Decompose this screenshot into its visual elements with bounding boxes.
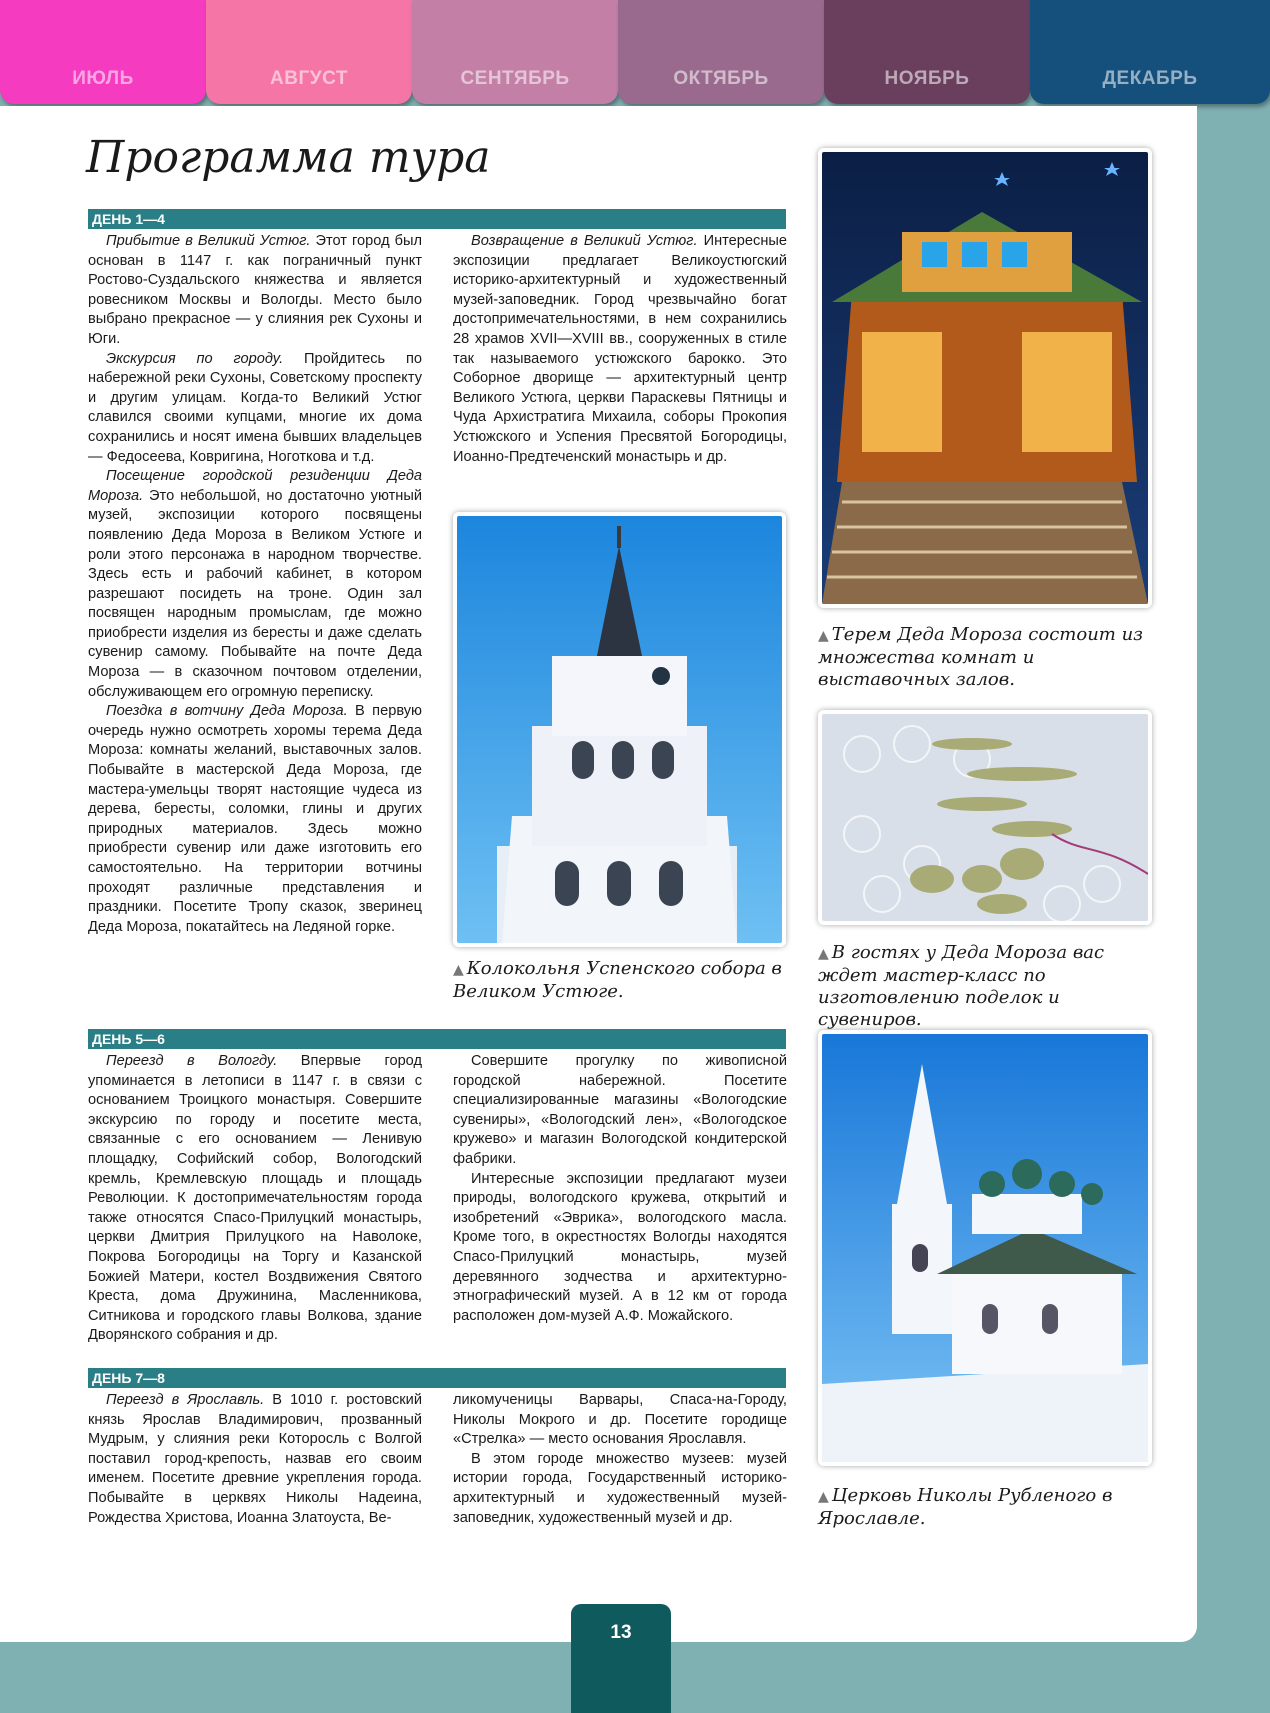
paragraph-text: Интересные экспозиции предлагает Великоустюгский историко-архитектурный и художественный музей-заповедник. Город чрезвычайно богат достопримечательностями, в нем сохранились 28 храмов XVII—XVIII вв., сооруженных в стиле так называемого устюжского барокко. Это Соборное дворище — архитектурный центр Великого Устюга, церкви Параскевы Пятницы и Чуда Архистратига Михаила, соборы Прокопия Устюжского и Успения Пресвятой Богородицы, Иоанно-Предтеченский монастырь и др. <box>453 233 787 465</box>
day-1-4-header: ДЕНЬ 1—4 <box>88 209 786 229</box>
day-1-4-column-2 <box>453 232 787 467</box>
paragraph <box>453 1170 787 1327</box>
day-5-6-column-1 <box>88 1052 422 1346</box>
masterclass-caption: ▲ В гостях у Деда Мороза вас ждет мастер-класс по изготовлению поделок и сувениров. <box>818 942 1105 1030</box>
paragraph-text: Это небольшой, но достаточно уютный музей, экспозиции которого посвящены появлению Деда Мороза в Великом Устюге и роли этого персонажа в народном творчестве. Здесь есть и рабочий кабинет, в котором разрешают посидеть на троне. Один зал посвящен народным промыслам, где можно приобрести изделия из бересты и даже сделать сувенир самому. Побывайте на почте Деда Мороза — в сказочном почтовом отделении, обслуживающем его огромную переписку. <box>88 487 422 700</box>
tab-july[interactable]: ИЮЛЬ <box>0 0 206 104</box>
church-caption: ▲ Церковь Николы Рубленого в Ярославле. <box>818 1485 1113 1529</box>
month-tabs <box>0 0 1270 106</box>
paragraph-lead: Переезд в Ярославль. <box>106 1392 265 1408</box>
paragraph-lead: Экскурсия по городу. <box>106 350 284 367</box>
day-7-8-header: ДЕНЬ 7—8 <box>88 1368 786 1388</box>
paragraph <box>453 1391 787 1450</box>
masterclass-photo <box>818 710 1152 925</box>
tab-october[interactable]: ОКТЯБРЬ <box>618 0 824 104</box>
paragraph <box>453 1450 787 1528</box>
paragraph <box>88 350 422 468</box>
tab-august[interactable]: АВГУСТ <box>206 0 412 104</box>
day-5-6-column-2 <box>453 1052 787 1326</box>
tab-december[interactable]: ДЕКАБРЬ <box>1030 0 1270 104</box>
page-number: 13 <box>571 1604 671 1713</box>
paragraph <box>88 702 422 937</box>
day-7-8-column-1 <box>88 1391 422 1528</box>
paragraph-lead: Прибытие в Великий Устюг. <box>106 233 311 249</box>
church-photo <box>818 1030 1152 1466</box>
paragraph <box>453 1052 787 1170</box>
paragraph-text: Интересные экспозиции предлагают музеи природы, вологодского кружева, открытий и изобретений «Эврика», вологодского масла. Кроме того, в окрестностях Вологды находятся Спасо-Прилуцкий монастырь, музей деревянного зодчества и архитектурно-этнографический музей. А в 12 км от города расположен дом-музей А.Ф. Можайского. <box>453 1170 787 1324</box>
triangle-icon: ▲ <box>453 962 464 978</box>
tab-september[interactable]: СЕНТЯБРЬ <box>412 0 618 104</box>
tab-november[interactable]: НОЯБРЬ <box>824 0 1030 104</box>
paragraph-text: В первую очередь нужно осмотреть хоромы терема Деда Мороза: комнаты желаний, выставочных залов. Побывайте в мастерской Деда Мороза, где мастера-умельцы творят настоящие чудеса из дерева, бересты, соломки, глины и других природных материалов. Здесь можно приобрести сувенир или даже изготовить его самостоятельно. На территории вотчины проходят различные представления и праздники. Посетите Тропу сказок, зверинец Деда Мороза, покатайтесь на Ледяной горке. <box>88 703 422 935</box>
paragraph-lead: Посещение городской резиденции Деда Мороза. <box>88 468 422 504</box>
paragraph-text: Этот город был основан в 1147 г. как пограничный пункт Ростово-Суздальского княжества и является ровесником Москвы и Вологды. Место было выбрано прекрасное — у слияния рек Сухоны и Юги. <box>88 233 423 347</box>
triangle-icon: ▲ <box>818 628 829 644</box>
day-7-8-column-2 <box>453 1391 787 1528</box>
paragraph-text: Пройдитесь по набережной реки Сухоны, Советскому проспекту и другим улицам. Когда-то Великий Устюг славился своими купцами, многие их дома сохранились и носят имена бывших владельцев — Федосеева, Ковригина, Ноготкова и т.д. <box>88 350 422 465</box>
paragraph-text: В этом городе множество музеев: музей истории города, Государственный историко-архитектурный и художественный музей-заповедник, художественный музей и др. <box>453 1450 787 1526</box>
terem-caption: ▲ Терем Деда Мороза состоит из множества комнат и выставочных залов. <box>818 624 1144 690</box>
belltower-caption: ▲ Колокольня Успенского собора в Великом Устюге. <box>453 958 782 1002</box>
triangle-icon: ▲ <box>818 1489 829 1505</box>
paragraph <box>88 1391 422 1528</box>
page-title: Программа тура <box>86 132 491 183</box>
paragraph <box>88 467 422 702</box>
triangle-icon: ▲ <box>818 946 829 962</box>
paragraph-text: Впервые город упоминается в летописи в 1147 г. в связи с основанием Троицкого монастыря. Совершите экскурсию по городу и посетите места, связанные с его основанием — Ленивую площадку, Софийский собор, Вологодский кремль, Кремлевскую площадь и площадь Революции. К достопримечательностям города также относятся Спасо-Прилуцкий монастырь, церкви Дмитрия Прилуцкого на Наволоке, Покрова Богородицы на Торгу и Казанской Божией Матери, костел Воздвижения Святого Креста, дома Дружинина, Масленникова, Ситникова и городского главы Волкова, здание Дворянского собрания и др. <box>88 1053 422 1344</box>
paragraph-lead: Переезд в Вологду. <box>106 1053 278 1069</box>
terem-photo <box>818 148 1152 608</box>
paragraph-text: В 1010 г. ростовский князь Ярослав Владимирович, прозванный Мудрым, у слияния реки Которосль с Волгой поставил город-крепость, назвав его своим именем. Посетите древние укрепления города. Побывайте в церквях Николы Надеина, Рождества Христова, Иоанна Златоуста, Ве- <box>88 1392 422 1526</box>
paragraph-text: ликомученицы Варвары, Спаса-на-Городу, Николы Мокрого и др. Посетите городище «Стрелка» — место основания Ярославля. <box>453 1392 787 1448</box>
paragraph <box>88 1052 422 1346</box>
day-1-4-column-1 <box>88 232 422 937</box>
day-5-6-header: ДЕНЬ 5—6 <box>88 1029 786 1049</box>
paragraph-text: Совершите прогулку по живописной городской набережной. Посетите специализированные магазины «Вологодские сувениры», «Вологодский лен», «Вологодское кружево» и магазин Вологодской кондитерской фабрики. <box>453 1053 787 1167</box>
belltower-photo <box>453 512 786 947</box>
paragraph-lead: Поездка в вотчину Деда Мороза. <box>106 703 348 720</box>
paragraph-lead: Возвращение в Великий Устюг. <box>471 233 698 249</box>
paragraph <box>88 232 422 350</box>
paragraph <box>453 232 787 467</box>
